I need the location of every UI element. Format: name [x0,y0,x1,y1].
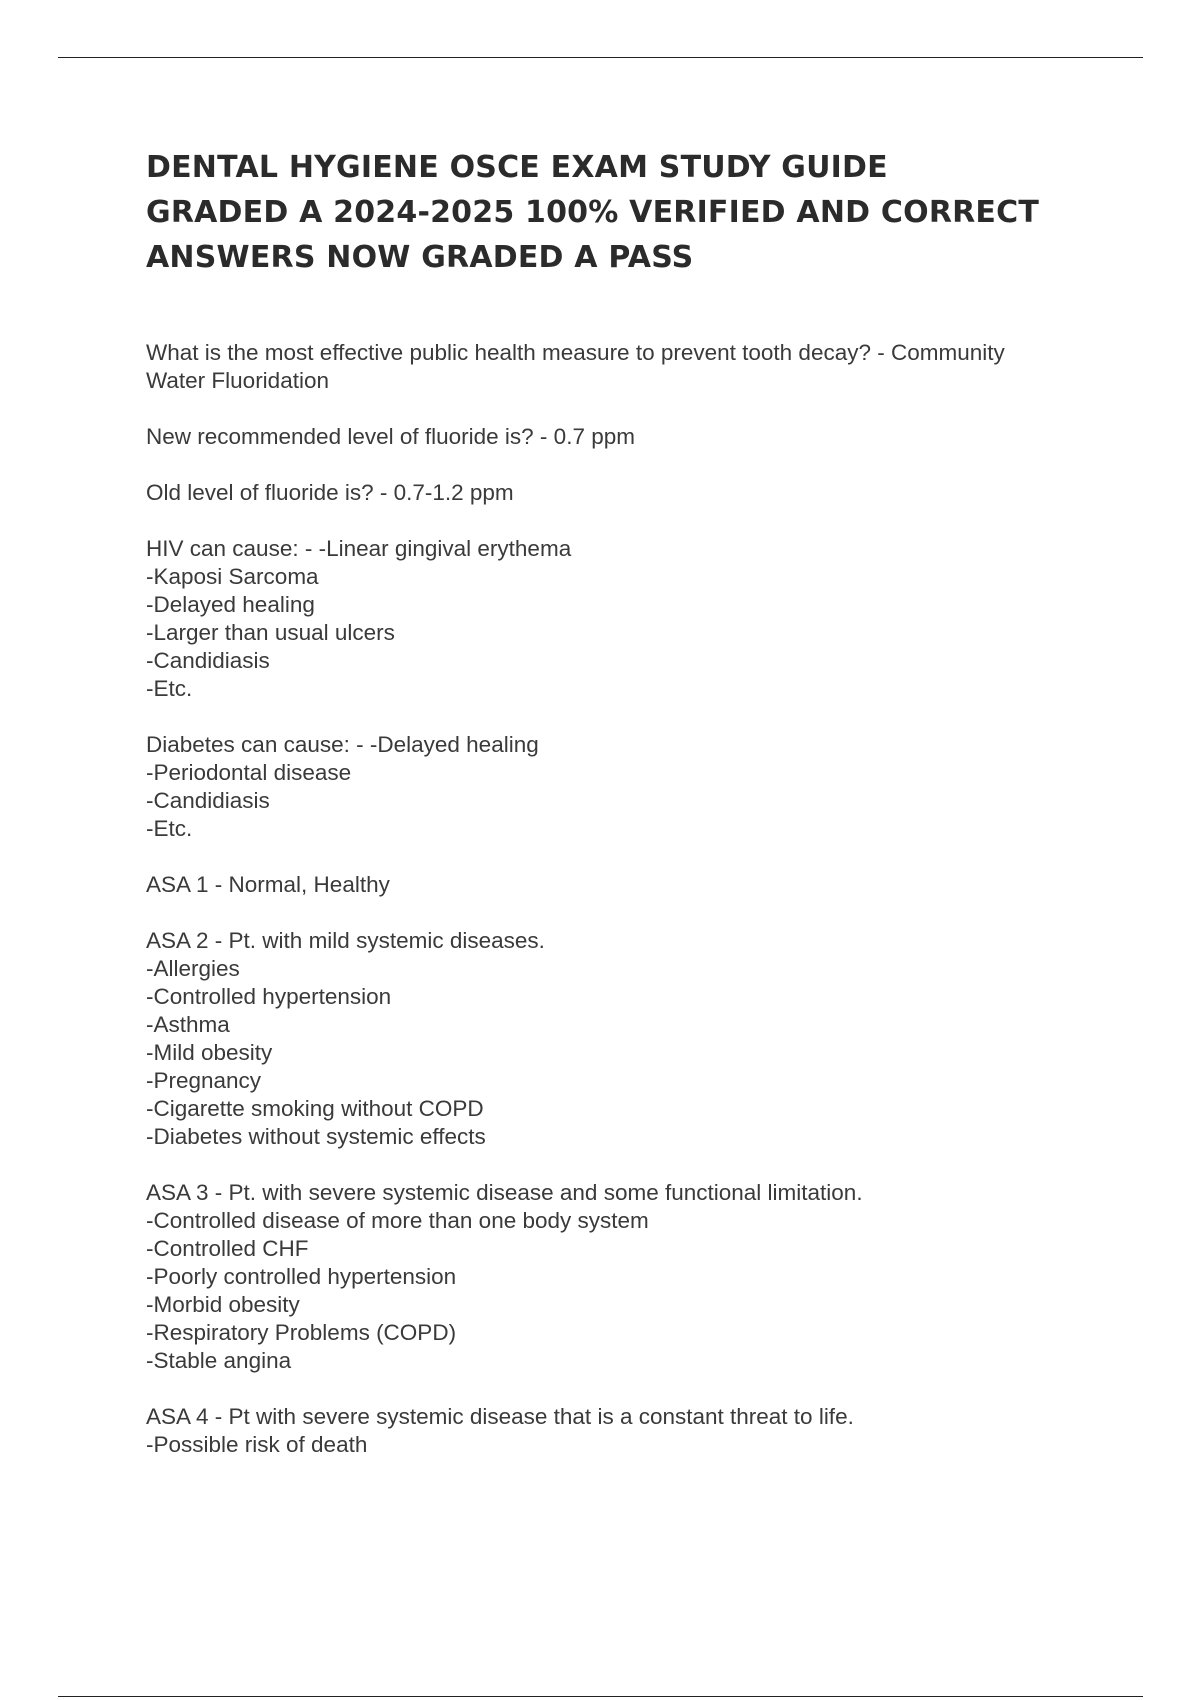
qa-line: -Delayed healing [146,592,315,617]
qa-line: -Respiratory Problems (COPD) [146,1320,457,1345]
qa-line: Diabetes can cause: - -Delayed healing [146,732,539,757]
qa-line: -Mild obesity [146,1040,273,1065]
title-line: DENTAL HYGIENE OSCE EXAM STUDY GUIDE [146,150,888,185]
qa-line: What is the most effective public health measure to prevent tooth decay? - Community [146,340,1005,365]
qa-line: ASA 1 - Normal, Healthy [146,872,390,897]
qa-line: -Larger than usual ulcers [146,620,395,645]
qa-line: ASA 2 - Pt. with mild systemic diseases. [146,928,545,953]
qa-line: Water Fluoridation [146,368,329,393]
qa-line: -Kaposi Sarcoma [146,564,319,589]
qa-entry-water-fluoridation [146,339,1106,395]
qa-line: -Asthma [146,1012,230,1037]
qa-line: -Candidiasis [146,788,270,813]
qa-entry-asa-4 [146,1403,1106,1459]
qa-line: -Diabetes without systemic effects [146,1124,486,1149]
qa-line: -Possible risk of death [146,1432,368,1457]
qa-line: -Stable angina [146,1348,292,1373]
title-line: GRADED A 2024-2025 100% VERIFIED AND CORRECT [146,195,1039,230]
qa-line: -Periodontal disease [146,760,352,785]
qa-line: -Controlled hypertension [146,984,392,1009]
document-body [146,145,1106,1487]
qa-entry-asa-1 [146,871,1106,899]
qa-entry-new-fluoride-level [146,423,1106,451]
qa-line: -Poorly controlled hypertension [146,1264,457,1289]
document-title [146,145,1106,280]
qa-line: -Allergies [146,956,240,981]
qa-entry-diabetes [146,731,1106,843]
qa-line: -Morbid obesity [146,1292,300,1317]
qa-entry-asa-3 [146,1179,1106,1375]
qa-line: -Candidiasis [146,648,270,673]
title-line: ANSWERS NOW GRADED A PASS [146,240,694,275]
qa-entry-old-fluoride-level [146,479,1106,507]
qa-line: New recommended level of fluoride is? - 0.7 ppm [146,424,635,449]
qa-line: -Etc. [146,816,193,841]
qa-line: -Pregnancy [146,1068,262,1093]
top-divider [58,57,1143,58]
qa-line: -Cigarette smoking without COPD [146,1096,484,1121]
qa-line: HIV can cause: - -Linear gingival erythema [146,536,572,561]
qa-line: -Controlled disease of more than one body system [146,1208,649,1233]
qa-line: -Controlled CHF [146,1236,309,1261]
qa-line: ASA 3 - Pt. with severe systemic disease and some functional limitation. [146,1180,863,1205]
qa-line: ASA 4 - Pt with severe systemic disease that is a constant threat to life. [146,1404,854,1429]
qa-entry-hiv [146,535,1106,703]
qa-line: Old level of fluoride is? - 0.7-1.2 ppm [146,480,514,505]
qa-entry-asa-2 [146,927,1106,1151]
qa-list [146,339,1106,1459]
qa-line: -Etc. [146,676,193,701]
bottom-divider [58,1696,1143,1697]
